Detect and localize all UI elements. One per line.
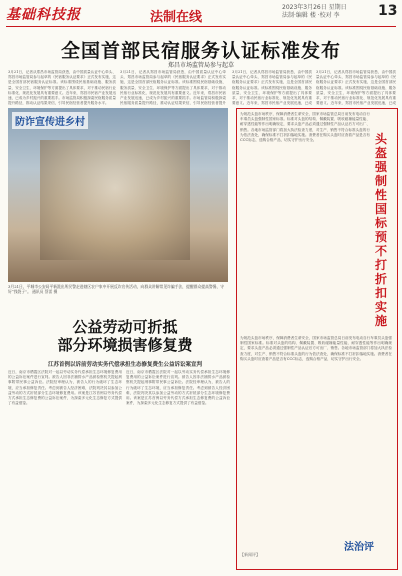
page-number: 13 <box>378 3 398 19</box>
article2-headline <box>0 318 250 354</box>
lead-byline: 郑昌市场监管局参与起草 <box>167 62 234 69</box>
issue-date: 2023年3月26日 星期日 <box>282 4 347 11</box>
article2-subhead: 江苏首例以诉前劳动实务代偿承担生态修复费生公益诉讼案宣判 <box>47 362 202 368</box>
sidebar-body-bottom: 为规范头盔市场秩序，保障消费者生命安全，国家市场监管总局日前发布电动自行车乘员头盔强制性国家标准。标准对头盔的结构、佩戴装置、吸收碰撞能量性能、耐穿透性能等作出明确规定，要求头盔产品必须通过强制性产品认证后方可出厂、销售。各地市场监管部门将加大执法检查力度，对生产、销售不符合标准头盔的行为依法查处，确保标准不打折扣落地实施。消费者在购买头盔时应查看产品是否有CCC标志，选购合格产品，切实守护出行安全。 <box>240 336 392 361</box>
article2-body-col2: 近日，南京市栖霞区法院对一起以劳动实务代偿承担生态环境修复费用的公益诉讼案件进行宣判。被告人因非法捕捞水产品被检察机关提起刑事附带民事公益诉讼。法院经审理认为，被告人的行为破坏了生态环境，应当承担修复责任。考虑到被告人经济困难，法院判决其以参加公益劳动的方式折抵部分生态环境修复费用。该案是江苏首例以劳务代偿方式承担生态修复费的公益诉讼案件，为探索多元化生态修复方式提供了有益借鉴。 <box>126 370 230 406</box>
lead-body-col2: 3月21日，记者从郑昌市场监管局获悉，由中国质量认证中心牵头、郑昌市场监管局参与起草的《民宿服务认证要求》正式发布实施，这是全国首部民宿服务认证标准。该标准围绕民宿基础设施、服务质量、安全卫生、环境保护等方面提出了具体要求，对于推动民宿行业标准化、规范化发展具有重要意义。近年来，郑昌市民宿产业发展迅速，已成为乡村振兴的重要抓手。市场监管局积极探索民宿服务质量提升路径，推动认证结果采信，引导民宿经营者提升 <box>120 70 226 106</box>
lead-body-col1: 3月21日，记者从郑昌市场监管局获悉，由中国质量认证中心牵头、郑昌市场监管局参与起草的《民宿服务认证要求》正式发布实施，这是全国首部民宿服务认证标准。该标准围绕民宿基础设施、服务质量、安全卫生、环境保护等方面提出了具体要求，对于推动民宿行业标准化、规范化发展具有重要意义。近年来，郑昌市民宿产业发展迅速，已成为乡村振兴的重要抓手。市场监管局积极探索民宿服务质量提升路径，推动认证结果采信，引导民宿经营者提升服务水平。 <box>8 70 116 106</box>
lead-body-col4: 3月21日，记者从郑昌市场监管局获悉，由中国质量认证中心牵头、郑昌市场监管局参与起草的《民宿服务认证要求》正式发布实施，这是全国首部民宿服务认证标准。该标准围绕民宿基础设施、服务质量、安全卫生、环境保护等方面提出了具体要求，对于推动民宿行业标准化、规范化发展具有重要意义。近年来，郑昌市民宿产业发展迅速，已成 <box>316 70 396 106</box>
masthead <box>0 0 402 28</box>
article2-headline-line1: 公益劳动可折抵 <box>72 318 178 336</box>
photo-banner: 防诈宣传进乡村 <box>12 112 88 129</box>
section-title: 法制在线 <box>150 10 203 25</box>
article2-body-col1: 近日，南京市栖霞区法院对一起以劳动实务代偿承担生态环境修复费用的公益诉讼案件进行宣判。被告人因非法捕捞水产品被检察机关提起刑事附带民事公益诉讼。法院经审理认为，被告人的行为破坏了生态环境，应当承担修复责任。考虑到被告人经济困难，法院判决其以参加公益劳动的方式折抵部分生态环境修复费用。该案是江苏首例以劳务代偿方式承担生态修复费的公益诉讼案件，为探索多元化生态修复方式提供了有益借鉴。 <box>8 370 122 406</box>
sidebar-body-top: 为规范头盔市场秩序，保障消费者生命安全，国家市场监管总局日前发布电动自行车乘员头盔强制性国家标准。标准对头盔的结构、佩戴装置、吸收碰撞能量性能、耐穿透性能等作出明确规定，要求头盔产品必须通过强制性产品认证后方可出厂、销售。各地市场监管部门将加大执法检查力度，对生产、销售不符合标准头盔的行为依法查处，确保标准不打折扣落地实施。消费者在购买头盔时应查看产品是否有CCC标志，选购合格产品，切实守护出行安全。 <box>240 112 370 143</box>
sidebar-vertical-headline: 头盔强制性国标预不打折扣实施 <box>374 132 387 328</box>
article2-headline-line2: 部分环境损害修复费 <box>57 336 193 354</box>
photo-caption: 3月21日，平城市公安局平新派出所民警走进辖区农户家中开展反诈宣传活动，向群众讲解常见诈骗手法，提醒群众提高警惕，守好“钱袋子”。 通讯员 蔡雷 摄 <box>8 284 225 295</box>
lead-body-col3: 3月21日，记者从郑昌市场监管局获悉，由中国质量认证中心牵头、郑昌市场监管局参与起草的《民宿服务认证要求》正式发布实施，这是全国首部民宿服务认证标准。该标准围绕民宿基础设施、服务质量、安全卫生、环境保护等方面提出了具体要求，对于推动民宿行业标准化、规范化发展具有重要意义。近年来，郑昌市民宿产业发展迅速，已成 <box>232 70 312 106</box>
newspaper-logo: 基础科技报 <box>6 7 81 23</box>
issue-info <box>282 4 347 20</box>
masthead-rule <box>6 26 396 27</box>
commentary-caption: 【新闻评】 <box>240 552 260 557</box>
photo-figures <box>40 140 190 260</box>
commentary-logo: 法治评 <box>344 542 374 553</box>
editor-info: 法制·编辑 楼 ·校对 李 <box>282 12 340 19</box>
lead-headline: 全国首部民宿服务认证标准发布 <box>60 40 341 62</box>
